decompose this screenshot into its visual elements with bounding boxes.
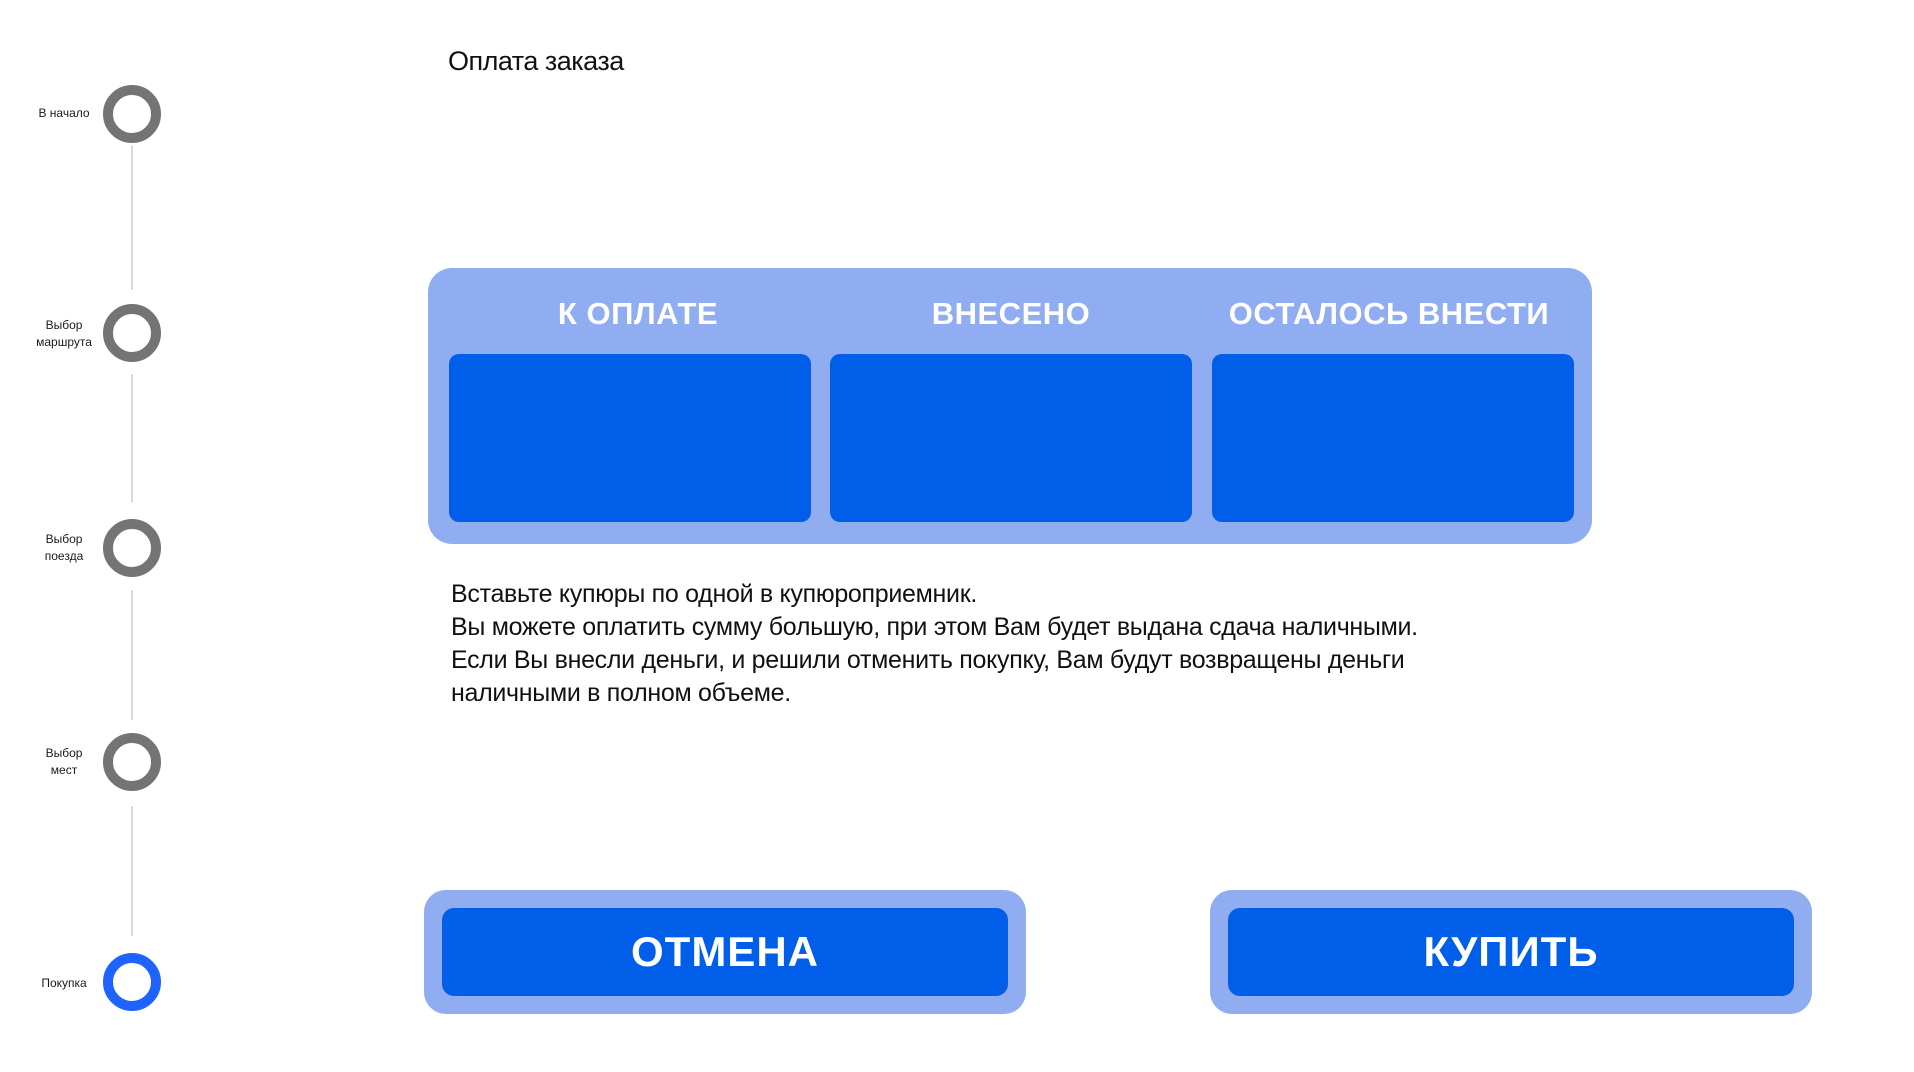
step-circle-start[interactable] [103, 85, 161, 143]
buy-button-frame [1210, 890, 1812, 1014]
step-label-train: Выбор поезда [44, 532, 84, 563]
step-label-purchase: Покупка [41, 976, 87, 990]
instruction-line: Вставьте купюры по одной в купюроприемник. [451, 580, 977, 608]
step-label-seats: Выбор мест [45, 746, 83, 777]
rail-connector [131, 590, 133, 720]
to-pay-title: К ОПЛАТЕ [557, 296, 719, 331]
cancel-button-frame [424, 890, 1026, 1014]
step-circle-train[interactable] [103, 519, 161, 577]
to-pay-amount [449, 354, 811, 522]
page-title: Оплата заказа [448, 46, 624, 76]
step-circle-seats[interactable] [103, 733, 161, 791]
instruction-line: наличными в полном объеме. [451, 679, 791, 707]
instruction-line: Вы можете оплатить сумму большую, при этом Вам будет выдана сдача наличными. [451, 613, 1418, 641]
rail-connector [131, 806, 133, 936]
step-circle-purchase [103, 953, 161, 1011]
step-label-start: В начало [38, 106, 90, 120]
step-circle-route[interactable] [103, 304, 161, 362]
rail-connector [131, 374, 133, 502]
step-label-route: Выбор маршрута [36, 318, 92, 349]
cancel-button[interactable]: ОТМЕНА [442, 908, 1008, 996]
deposited-amount [830, 354, 1192, 522]
buy-button[interactable]: КУПИТЬ [1228, 908, 1794, 996]
remaining-amount [1212, 354, 1574, 522]
remaining-title: ОСТАЛОСЬ ВНЕСТИ [1228, 296, 1550, 331]
payment-summary-panel [428, 268, 1592, 544]
instruction-line: Если Вы внесли деньги, и решили отменить покупку, Вам будут возвращены деньги [451, 646, 1405, 674]
deposited-title: ВНЕСЕНО [931, 296, 1091, 331]
payment-instructions [451, 578, 1571, 710]
rail-connector [131, 146, 133, 290]
